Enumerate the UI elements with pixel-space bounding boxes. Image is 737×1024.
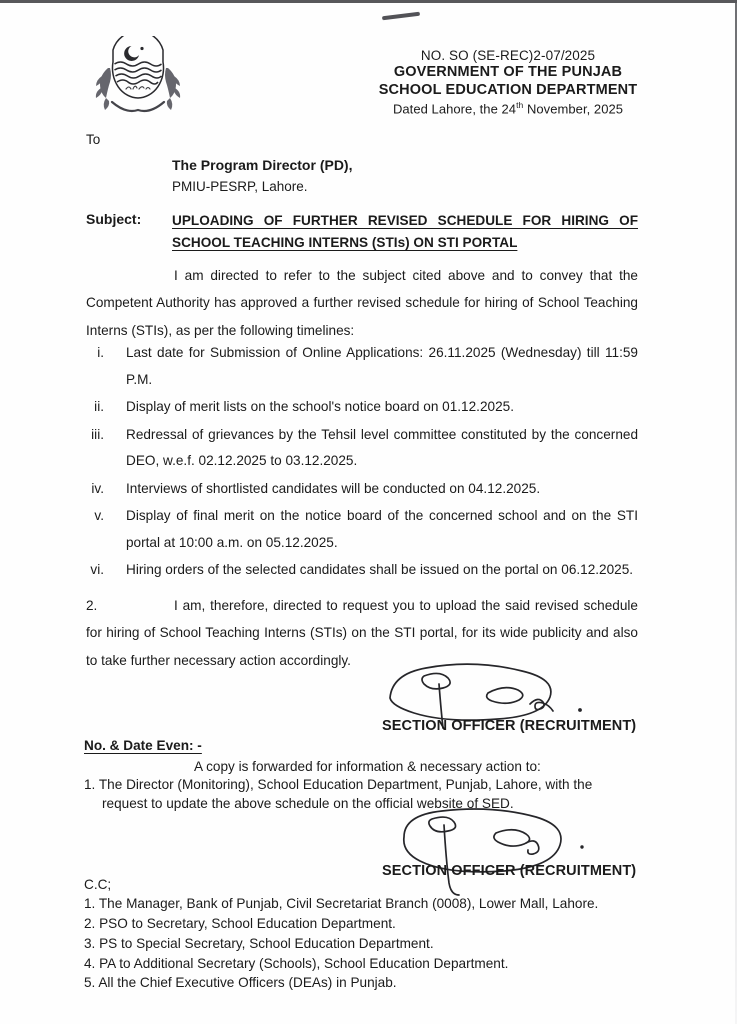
timeline-text: Display of merit lists on the school's notice board on 01.12.2025.	[126, 399, 514, 414]
timeline-numeral: vi.	[90, 562, 104, 577]
date-prefix: Dated Lahore, the 24	[392, 101, 517, 117]
cc-item: 1. The Manager, Bank of Punjab, Civil Secretariat Branch (0008), Lower Mall, Lahore.	[84, 896, 599, 911]
paragraph-2-text: I am, therefore, directed to request you to upload the said revised schedule for hiring of School Teaching Interns (STIs) on the STI portal, for its wide publicity and also to take further necessary action accordingly.	[86, 598, 638, 668]
punjab-government-emblem-icon	[86, 36, 190, 116]
timeline-numeral: v.	[94, 508, 104, 523]
timeline-numeral: i.	[97, 345, 104, 360]
scan-top-edge-artifact	[0, 0, 737, 3]
paragraph-2-number: 2.	[86, 598, 98, 613]
timeline-numeral: iv.	[91, 480, 104, 496]
document-header	[358, 48, 658, 117]
addressee-organization: PMIU-PESRP, Lahore.	[172, 178, 308, 194]
endorsement-intro: A copy is forwarded for information & necessary action to:	[194, 759, 541, 774]
cc-item: 4. PA to Additional Secretary (Schools), School Education Department.	[84, 955, 509, 971]
timeline-list	[86, 340, 638, 585]
timeline-item	[86, 422, 638, 475]
signatory-title: SECTION OFFICER (RECRUITMENT)	[382, 863, 637, 879]
timeline-item	[86, 394, 638, 421]
timeline-item	[86, 340, 638, 393]
document-date	[358, 100, 658, 117]
timeline-item	[86, 503, 638, 556]
department-title: SCHOOL EDUCATION DEPARTMENT	[378, 82, 638, 99]
timeline-numeral: ii.	[94, 399, 104, 414]
date-suffix: November, 2025	[523, 101, 624, 117]
cc-item: 5. All the Chief Executive Officers (DEAs) in Punjab.	[84, 975, 397, 991]
government-title: GOVERNMENT OF THE PUNJAB	[393, 64, 623, 81]
endorsement-heading: No. & Date Even: -	[84, 738, 202, 753]
timeline-text: Redressal of grievances by the Tehsil level committee constituted by the concerned DEO, w.e.f. 02.12.2025 to 03.12.2025.	[126, 426, 638, 468]
cc-item: 3. PS to Special Secretary, School Education Department.	[84, 935, 434, 951]
paragraph-2	[86, 592, 638, 674]
handwritten-signature-icon	[382, 805, 637, 897]
cc-heading: C.C;	[84, 877, 112, 892]
timeline-item	[86, 476, 638, 503]
reference-number: NO. SO (SE-REC)2-07/2025	[420, 48, 596, 63]
timeline-text: Interviews of shortlisted candidates will be conducted on 04.12.2025.	[126, 480, 541, 496]
addressee-block	[172, 155, 352, 198]
subject-label: Subject:	[86, 211, 142, 227]
endorsement-recipient-line-2: request to update the above schedule on the official website of SED.	[102, 796, 514, 812]
timeline-text: Last date for Submission of Online Applications: 26.11.2025 (Wednesday) till 11:59 P.M.	[126, 345, 638, 387]
endorsement-recipient	[84, 775, 640, 814]
signatory-title: SECTION OFFICER (RECRUITMENT)	[382, 718, 637, 734]
timeline-text: Display of final merit on the notice board of the concerned school and on the STI portal at 10:00 a.m. on 05.12.2025.	[126, 508, 638, 550]
endorsement-recipient-line-1: 1. The Director (Monitoring), School Education Department, Punjab, Lahore, with the	[84, 777, 593, 792]
subject-line-1: UPLOADING OF FURTHER REVISED SCHEDULE FOR HIRING OF	[172, 213, 638, 228]
timeline-numeral: iii.	[91, 426, 104, 442]
subject-line-2: SCHOOL TEACHING INTERNS (STIs) ON STI PORTAL	[172, 235, 518, 251]
subject-text	[172, 210, 638, 254]
timeline-text: Hiring orders of the selected candidates shall be issued on the portal on 06.12.2025.	[126, 562, 634, 577]
date-ordinal-suffix: th	[516, 99, 524, 110]
cc-list	[84, 894, 644, 993]
timeline-item	[86, 557, 638, 584]
pen-mark-icon	[382, 12, 420, 21]
to-label: To	[86, 132, 101, 147]
addressee-name: The Program Director (PD),	[172, 157, 353, 173]
paragraph-1: I am directed to refer to the subject cited above and to convey that the Competent Authority has approved a further revised schedule for hiring of School Teaching Interns (STIs), as per the following timelines:	[86, 268, 638, 338]
cc-item: 2. PSO to Secretary, School Education Department.	[84, 915, 396, 931]
